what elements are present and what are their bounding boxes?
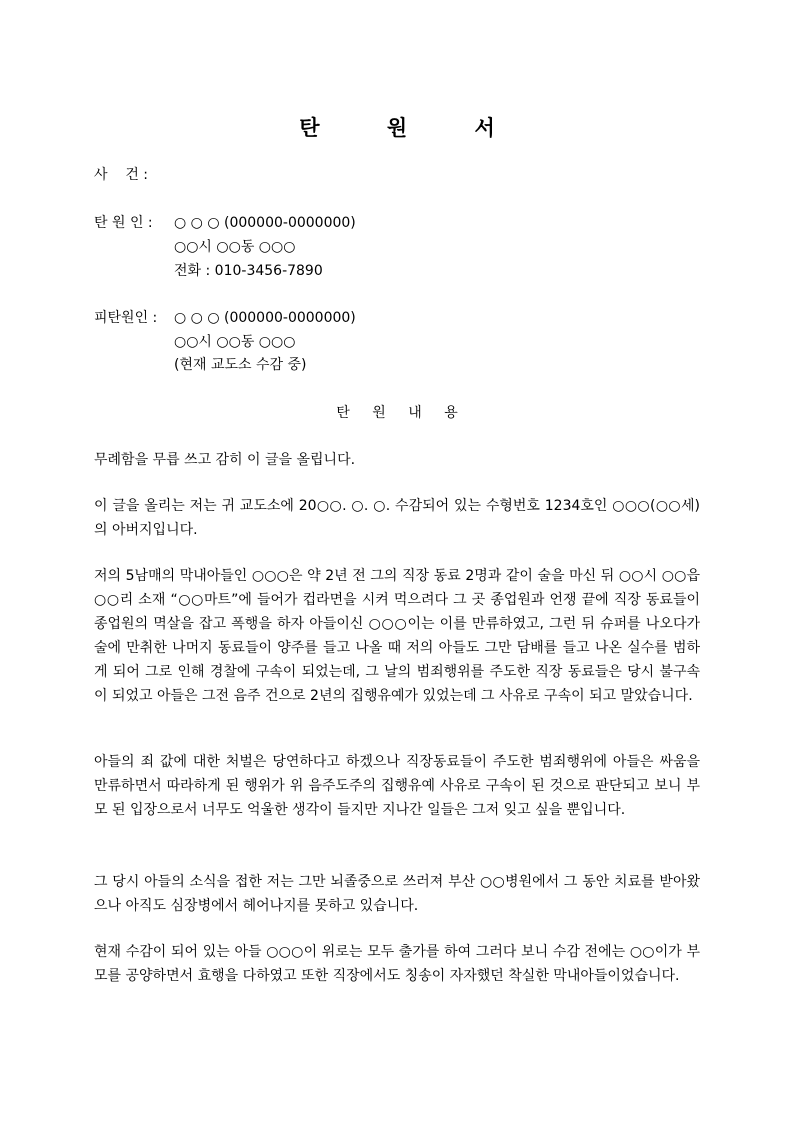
respondent-status: (현재 교도소 수감 중) [174,357,307,373]
petitioner-phone: 전화 : 010-3456-7890 [174,263,323,279]
section-title: 탄 원 내 용 [336,405,467,421]
paragraph-3: 저의 5남매의 막내아들인 ○○○은 약 2년 전 그의 직장 동료 2명과 같이 술을 마신 뒤 ○○시 ○○읍 ○○리 소재 “○○마트”에 들어가 컵라면을 시켜 먹으려다 그 곳 종업원과 언쟁 끝에 직장 동료들이 종업원의 멱살을 잡고 폭행을 하자 아들이신 ○○○이는 이를 만류하였고, 그런 뒤 슈퍼를 나오다가 술에 만취한 나머지 동료들이 양주를 들고 나올 때 저의 아들도 그만 담배를 들고 나온 실수를 범하게 되어 그로 인해 경찰에 구속이 되었는데, 그 날의 범죄행위를 주도한 직장 동료들은 당시 불구속이 되었고 아들은 그전 음주 건으로 2년의 집행유예가 있었는데 그 사유로 구속이 되고 말았습니다. [94,568,700,704]
respondent-label: 피탄원인 : [94,310,158,326]
paragraph-2: 이 글을 올리는 저는 귀 교도소에 20○○. ○. ○. 수감되어 있는 수형번호 1234호인 ○○○(○○세)의 아버지입니다. [94,498,700,538]
paragraph-5: 그 당시 아들의 소식을 접한 저는 그만 뇌졸중으로 쓰러져 부산 ○○병원에서 그 동안 치료를 받아왔으나 아직도 심장병에서 헤어나지를 못하고 있습니다. [94,874,700,914]
paragraph-6: 현재 수감이 되어 있는 아들 ○○○이 위로는 모두 출가를 하여 그러다 보니 수감 전에는 ○○이가 부모를 공양하면서 효행을 다하였고 또한 직장에서도 칭송이 자자했던 착실한 막내아들이었습니다. [94,944,700,984]
case-label: 사 건 : [94,167,149,183]
petitioner-address: ○○시 ○○동 ○○○ [174,239,296,255]
document-title: 탄 원 서 [299,116,525,140]
respondent-name-id: ○ ○ ○ (000000-0000000) [174,310,356,326]
paragraph-4: 아들의 죄 값에 대한 처벌은 당연하다고 하겠으나 직장동료들이 주도한 범죄행위에 아들은 싸움을 만류하면서 따라하게 된 행위가 위 음주도주의 집행유예 사유로 구속이 된 것으로 판단되고 보니 부모 된 입장으로서 너무도 억울한 생각이 들지만 지나간 일들은 그저 잊고 싶을 뿐입니다. [94,754,700,818]
paragraph-1: 무례함을 무릅 쓰고 감히 이 글을 올립니다. [94,452,356,468]
petitioner-label: 탄 원 인 : [94,215,153,231]
respondent-address: ○○시 ○○동 ○○○ [174,334,296,350]
petitioner-name-id: ○ ○ ○ (000000-0000000) [174,215,356,231]
